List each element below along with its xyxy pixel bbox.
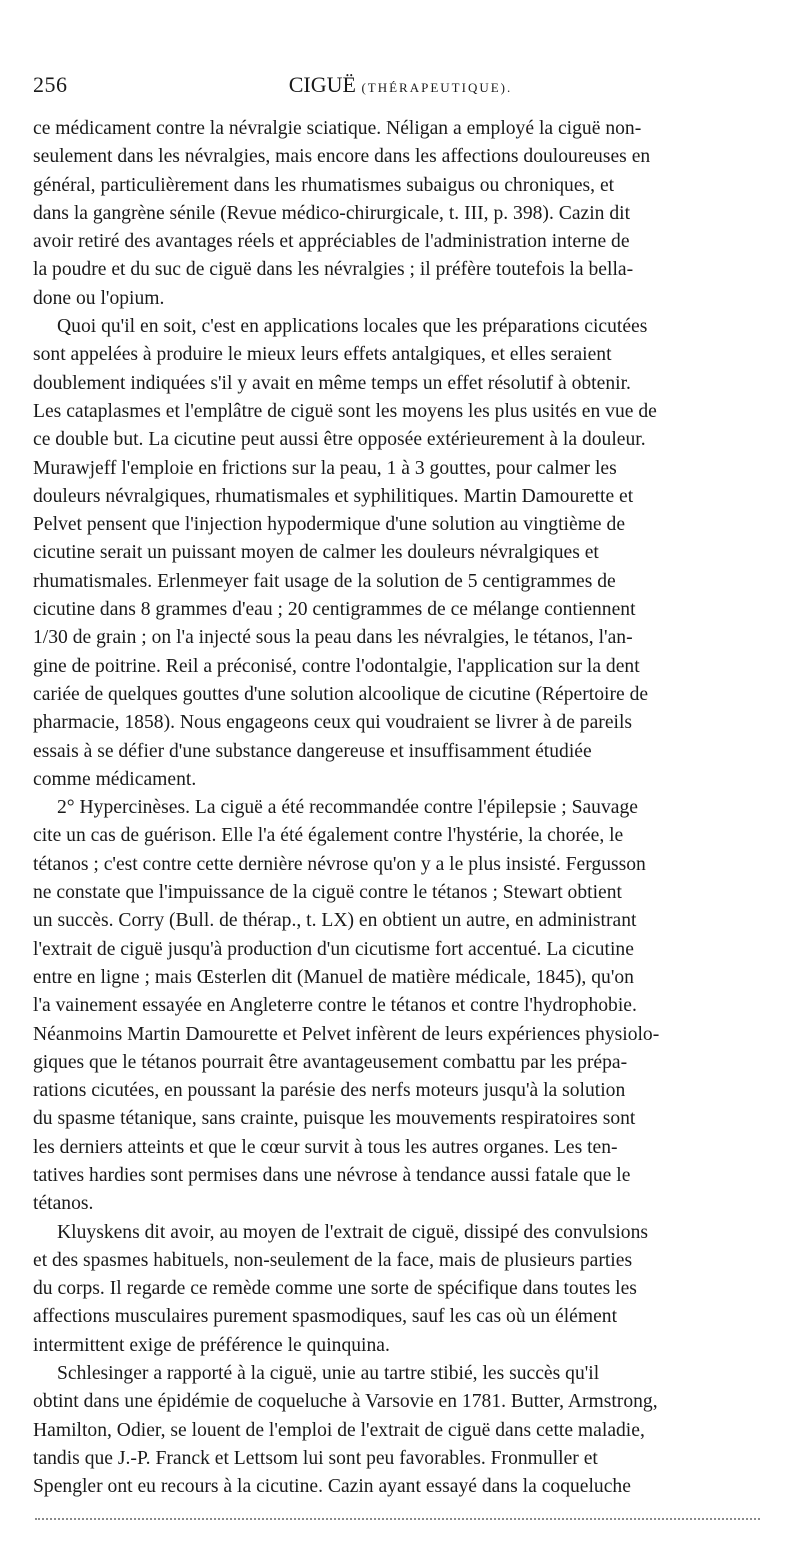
- text-line: sont appelées à produire le mieux leurs effets antalgiques, et elles seraient: [33, 344, 612, 366]
- text-line: ne constate que l'impuissance de la ciguë contre le tétanos ; Stewart obtient: [33, 882, 622, 904]
- text-line: ce double but. La cicutine peut aussi être opposée extérieurement à la douleur.: [33, 429, 646, 451]
- text-line: du corps. Il regarde ce remède comme une sorte de spécifique dans toutes les: [33, 1278, 637, 1300]
- text-line: la poudre et du suc de ciguë dans les névralgies ; il préfère toutefois la bella-: [33, 259, 634, 281]
- text-line: giques que le tétanos pourrait être avantageusement combattu par les prépa-: [33, 1051, 628, 1073]
- text-line: pharmacie, 1858). Nous engageons ceux qui voudraient se livrer à de pareils: [33, 712, 633, 734]
- text-line: Kluyskens dit avoir, au moyen de l'extrait de ciguë, dissipé des convulsions: [57, 1221, 648, 1243]
- text-line: général, particulièrement dans les rhumatismes subaigus ou chroniques, et: [33, 174, 615, 196]
- text-line: l'a vainement essayée en Angleterre contre le tétanos et contre l'hydrophobie.: [33, 995, 637, 1017]
- running-title-subtitle: (THÉRAPEUTIQUE).: [361, 80, 513, 95]
- text-line: 1/30 de grain ; on l'a injecté sous la peau dans les névralgies, le tétanos, l'an-: [33, 627, 633, 649]
- text-line: ce médicament contre la névralgie sciatique. Néligan a employé la ciguë non-: [33, 118, 642, 139]
- footer-dotted-rule: [35, 1518, 760, 1522]
- text-line: avoir retiré des avantages réels et appréciables de l'administration interne de: [33, 231, 630, 253]
- running-header: [33, 72, 768, 102]
- text-line: entre en ligne ; mais Œsterlen dit (Manuel de matière médicale, 1845), qu'on: [33, 966, 634, 988]
- text-line: Quoi qu'il en soit, c'est en applications locales que les préparations cicutées: [57, 316, 648, 338]
- text-line: comme médicament.: [33, 768, 197, 790]
- text-line: affections musculaires purement spasmodiques, sauf les cas où un élément: [33, 1306, 618, 1328]
- text-line: Pelvet pensent que l'injection hypodermique d'une solution au vingtième de: [33, 514, 626, 536]
- running-title-main: CIGUË: [288, 72, 356, 97]
- text-line: Hamilton, Odier, se louent de l'emploi de l'extrait de ciguë dans cette maladie,: [33, 1419, 645, 1441]
- text-line: done ou l'opium.: [33, 287, 165, 309]
- text-line: Murawjeff l'emploie en frictions sur la peau, 1 à 3 gouttes, pour calmer les: [33, 457, 617, 479]
- text-line: rations cicutées, en poussant la parésie des nerfs moteurs jusqu'à la solution: [33, 1080, 626, 1102]
- running-title: [33, 72, 768, 98]
- text-line: obtint dans une épidémie de coqueluche à Varsovie en 1781. Butter, Armstrong,: [33, 1391, 658, 1413]
- text-line: Spengler ont eu recours à la cicutine. Cazin ayant essayé dans la coqueluche: [33, 1476, 631, 1498]
- text-line: Néanmoins Martin Damourette et Pelvet infèrent de leurs expériences physiolo-: [33, 1023, 660, 1045]
- text-line: du spasme tétanique, sans crainte, puisque les mouvements respiratoires sont: [33, 1108, 636, 1130]
- text-line: cariée de quelques gouttes d'une solution alcoolique de cicutine (Répertoire de: [33, 683, 649, 705]
- text-line: cicutine dans 8 grammes d'eau ; 20 centigrammes de ce mélange contiennent: [33, 599, 636, 621]
- text-line: l'extrait de ciguë jusqu'à production d'un cicutisme fort accentué. La cicutine: [33, 938, 634, 960]
- body-text: [33, 115, 755, 1502]
- text-line: doublement indiquées s'il y avait en même temps un effet résolutif à obtenir.: [33, 372, 631, 394]
- text-line: cite un cas de guérison. Elle l'a été également contre l'hystérie, la chorée, le: [33, 825, 624, 847]
- text-line: seulement dans les névralgies, mais encore dans les affections douloureuses en: [33, 146, 651, 168]
- page-number: 256: [33, 72, 68, 97]
- text-line: tétanos.: [33, 1193, 94, 1215]
- text-line: tatives hardies sont permises dans une névrose à tendance aussi fatale que le: [33, 1164, 631, 1186]
- text-line: et des spasmes habituels, non-seulement de la face, mais de plusieurs parties: [33, 1249, 633, 1271]
- text-line: tandis que J.-P. Franck et Lettsom lui sont peu favorables. Fronmuller et: [33, 1447, 598, 1469]
- text-line: tétanos ; c'est contre cette dernière névrose qu'on y a le plus insisté. Fergusson: [33, 853, 646, 875]
- text-line: douleurs névralgiques, rhumatismales et syphilitiques. Martin Damourette et: [33, 485, 634, 507]
- text-line: intermittent exige de préférence le quinquina.: [33, 1334, 390, 1356]
- text-line: gine de poitrine. Reil a préconisé, contre l'odontalgie, l'application sur la dent: [33, 655, 640, 677]
- text-line: cicutine serait un puissant moyen de calmer les douleurs névralgiques et: [33, 542, 599, 564]
- text-line: un succès. Corry (Bull. de thérap., t. LX) en obtient un autre, en administrant: [33, 910, 637, 932]
- text-line: essais à se défier d'une substance dangereuse et insuffisamment étudiée: [33, 740, 592, 762]
- text-line: Les cataplasmes et l'emplâtre de ciguë sont les moyens les plus usités en vue de: [33, 400, 657, 422]
- text-line: 2° Hypercinèses. La ciguë a été recommandée contre l'épilepsie ; Sauvage: [57, 797, 638, 819]
- text-line: les derniers atteints et que le cœur survit à tous les autres organes. Les ten-: [33, 1136, 618, 1158]
- text-line: rhumatismales. Erlenmeyer fait usage de la solution de 5 centigrammes de: [33, 570, 616, 592]
- text-line: Schlesinger a rapporté à la ciguë, unie au tartre stibié, les succès qu'il: [57, 1363, 600, 1385]
- text-line: dans la gangrène sénile (Revue médico-chirurgicale, t. III, p. 398). Cazin dit: [33, 202, 631, 224]
